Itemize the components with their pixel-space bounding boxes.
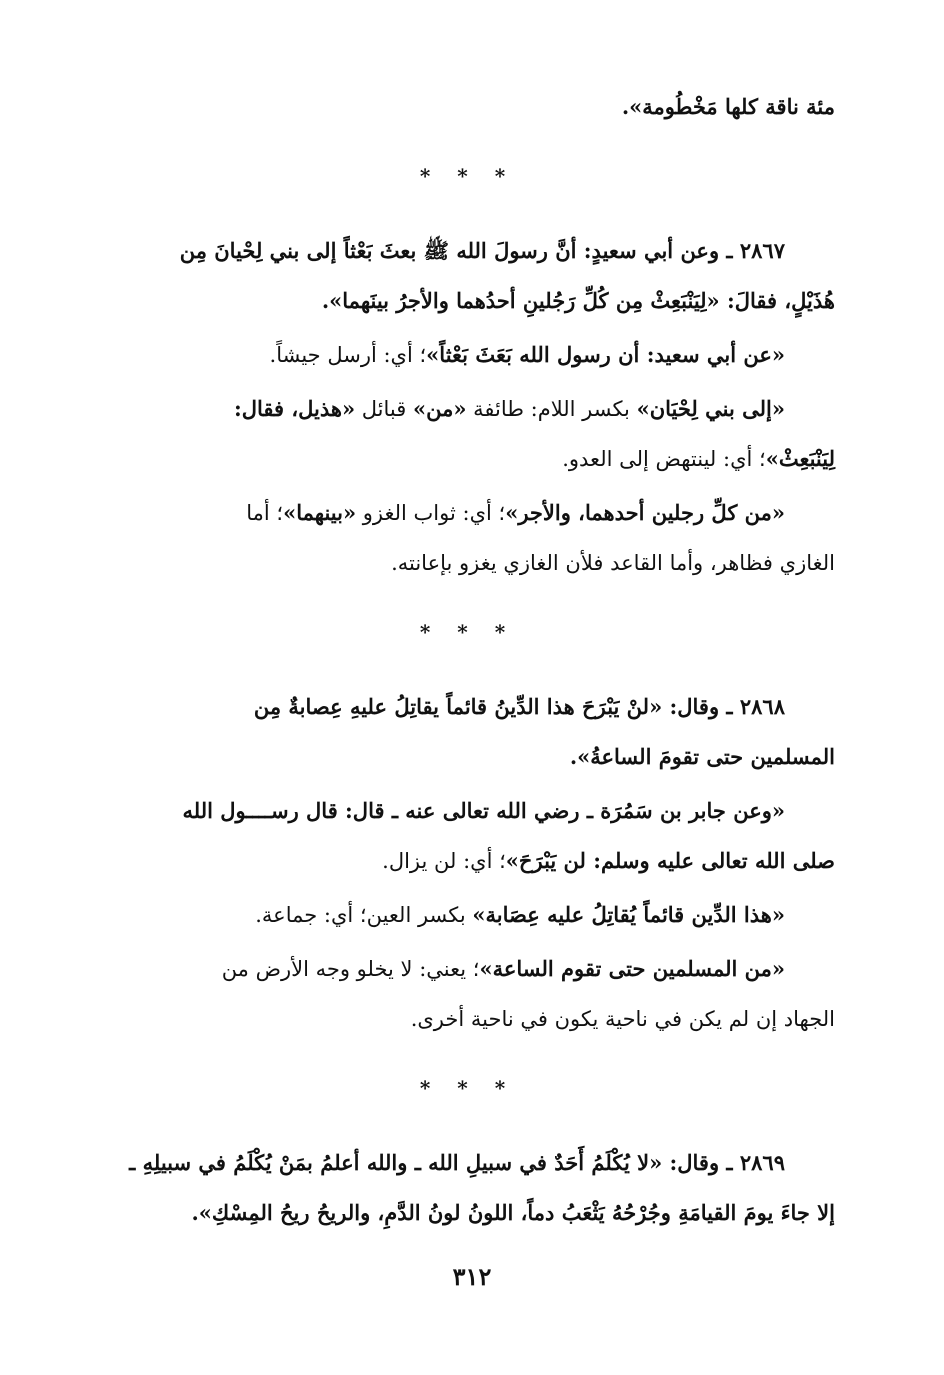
commentary-paragraph: [100, 434, 835, 484]
page-body: [100, 82, 835, 1238]
commentary-text-line: «وعن جابر بن سَمُرَة ـ رضي الله تعالى عنه ـ قال: قال رســــول الله: [182, 798, 785, 823]
hadith-text-line: إلا جاءَ يومَ القيامَةِ وجُرْحُهُ يَثْعَبُ دماً، اللونُ لونُ الدَّمِ، والريحُ ريحُ المِسْكِ».: [191, 1200, 835, 1225]
quoted-phrase: «إلى بني لِحْيَان»: [636, 396, 785, 421]
commentary-paragraph: [100, 488, 835, 538]
commentary-text: ؛ أي: أرسل جيشاً.: [269, 343, 427, 367]
commentary-text: ؛ أما: [246, 501, 284, 525]
text-line: مئة ناقة كلها مَخْطُومة».: [621, 94, 835, 119]
quoted-phrase: صلى الله تعالى عليه وسلم: لن يَبْرَحَ»: [505, 848, 835, 873]
section-separator: * * *: [419, 164, 516, 188]
commentary-text: بكسر اللام: طائفة: [466, 397, 637, 421]
quoted-phrase: «من المسلمين حتى تقوم الساعة»: [479, 956, 785, 981]
quoted-phrase: «من»: [412, 396, 467, 421]
commentary-text-line: الجهاد إن لم يكن في ناحية يكون في ناحية أخرى.: [410, 1007, 835, 1031]
commentary-paragraph: [100, 384, 835, 434]
hadith-2867: [100, 226, 835, 588]
commentary-paragraph: [100, 944, 835, 994]
quoted-phrase: «بينهما»: [283, 500, 357, 525]
commentary-text: ؛ أي: ثواب الغزو: [356, 501, 506, 525]
hadith-2869: [100, 1138, 835, 1238]
commentary-text: ؛ يعني: لا يخلو وجه الأرض من: [221, 957, 480, 981]
commentary-text: بكسر العين؛ أي: جماعة.: [255, 903, 473, 927]
quoted-phrase: «هذيل، فقال:: [233, 396, 356, 421]
commentary-paragraph: [100, 890, 835, 940]
hadith-text-line: ٢٨٦٧ ـ وعن أبي سعيدٍ: أنَّ رسولَ الله ﷺ بعثَ بَعْثاً إلى بني لِحْيانَ مِن: [179, 238, 785, 263]
page-number: ٣١٢: [452, 1262, 492, 1291]
commentary-text: قبائل: [355, 397, 413, 421]
quoted-phrase: «عن أبي سعيد: أن رسول الله بَعَثَ بَعْثاً»: [426, 342, 785, 367]
commentary-paragraph: [100, 330, 835, 380]
quoted-phrase: لِيَنْبَعِثْ»: [765, 446, 835, 471]
commentary-paragraph: [100, 836, 835, 886]
hadith-text-line: هُذَيْلٍ، فقالَ: «لِيَنْبَعِثْ مِن كُلِّ رَجُلينِ أحدُهما والأجرُ بينَهما».: [321, 288, 835, 313]
hadith-text-line: ٢٨٦٨ ـ وقال: «لنْ يَبْرَحَ هذا الدِّينُ قائماً يقاتِلُ عليهِ عِصابةٌ مِن: [253, 694, 785, 719]
commentary-text: ؛ أي: لينتهض إلى العدو.: [562, 447, 766, 471]
quoted-phrase: «من كلِّ رجلين أحدهما، والأجر»: [505, 500, 785, 525]
hadith-2868: [100, 682, 835, 1044]
hadith-text-line: ٢٨٦٩ ـ وقال: «لا يُكْلَمُ أَحَدٌ في سبيلِ الله ـ والله أعلمُ بمَنْ يُكْلَمُ في سبيلِهِ ـ: [129, 1150, 785, 1175]
commentary-text-line: الغازي فظاهر، وأما القاعد فلأن الغازي يغزو بإعانته.: [391, 551, 835, 575]
section-separator: * * *: [419, 1076, 516, 1100]
commentary-text: ؛ أي: لن يزال.: [382, 849, 506, 873]
section-separator: * * *: [419, 620, 516, 644]
quoted-phrase: «هذا الدِّين قائماً يُقاتِلُ عليه عِصَابة»: [472, 902, 785, 927]
hadith-text-line: المسلمين حتى تقومَ الساعةُ».: [569, 744, 835, 769]
